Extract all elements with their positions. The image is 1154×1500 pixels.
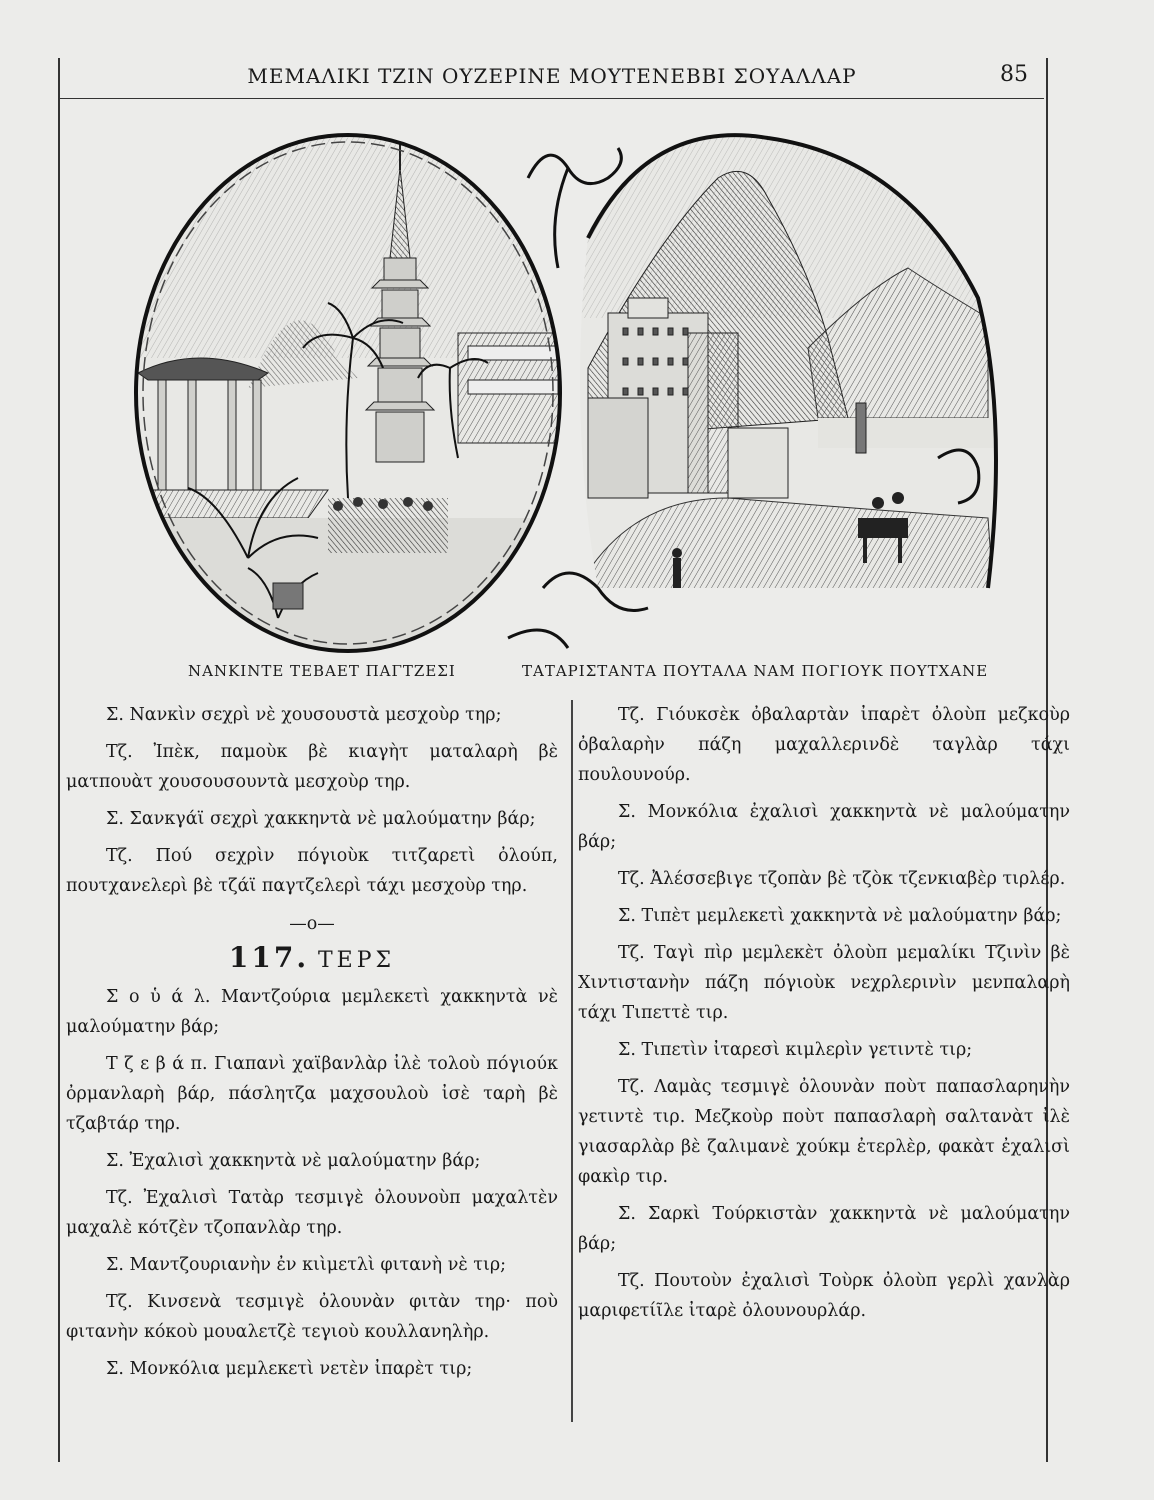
paragraph: Τζ. Ἐχαλισὶ Τατὰρ τεσμιγὲ ὀλουνοὺπ μαχαλτὲν μαχαλὲ κότζὲν τζοπανλὰρ τηρ. [66,1188,558,1238]
nanking-scene [128,118,568,658]
paragraph: Σ. Τιπετὶν ἰταρεσὶ κιμλερὶν γετιντὲ τιρ; [618,1040,973,1060]
paragraph: Σ. Σαρκὶ Τούρκιστὰν χακκηντὰ νὲ μαλούματην βάρ; [578,1204,1070,1254]
page-header [60,60,1044,99]
paragraph: Σ. Μονκόλια ἐχαλισὶ χακκηντὰ νὲ μαλούματην βάρ; [578,802,1070,852]
paragraph: Τζ. Ταγὶ πὶρ μεμλεκὲτ ὀλοὺπ μεμαλίκι Τζινὶν βὲ Χιντιστανὴν πάζη πόγιοὺκ νεχρλερινὶν μενπαλαρὴ τάχι Τιπεττὲ τιρ. [578,943,1070,1023]
potala-scene [568,118,998,658]
paragraph: Σ. Μονκόλια μεμλεκετὶ νετὲν ἰπαρὲτ τιρ; [106,1359,473,1379]
section-separator: —ο— [289,914,335,934]
paragraph: Σ. Σανκγάϊ σεχρὶ χακκηντὰ νὲ μαλούματην βάρ; [106,809,536,829]
paragraph: Τζ. Πού σεχρὶν πόγιοὺκ τιτζαρετὶ ὀλούπ, πουτχανελερὶ βὲ τζάϊ παγτζελερὶ τάχι μεσχοὺρ τηρ. [66,846,558,896]
paragraph: Σ. Νανκὶν σεχρὶ νὲ χουσουστὰ μεσχοὺρ τηρ; [106,705,502,725]
paragraph: Τζ. Ἀλέσσεβιγε τζοπὰν βὲ τζὸκ τζενκιαβὲρ τιρλέρ. [618,869,1066,889]
paragraph: Τζ. Γιόυκσὲκ ὀβαλαρτὰν ἰπαρὲτ ὀλοὺπ μεζκοὺρ ὀβαλαρὴν πάζη μαχαλλερινδὲ ταγλὰρ τάχι πουλουνούρ. [578,705,1070,785]
left-column [66,700,558,1391]
section-number: 117. [228,941,310,974]
paragraph: Σ. Ἐχαλισὶ χακκηντὰ νὲ μαλούματην βάρ; [106,1151,481,1171]
paragraph: Τζ. Ἰπὲκ, παμοὺκ βὲ κιαγὴτ ματαλαρὴ βὲ ματπουὰτ χουσουσουντὰ μεσχοὺρ τηρ. [66,742,558,792]
paragraph: Τζ. Λαμὰς τεσμιγὲ ὀλουνὰν ποὺτ παπασλαρηνὴν γετιντὲ τιρ. Μεζκοὺρ ποὺτ παπασλαρὴ σαλτανὰτ ἰλὲ γιασαρλὰρ βὲ ζαλιμανὲ χούκμ ἐτερλὲρ, φακὰτ ἐχαλισὶ φακὶρ τιρ. [578,1077,1070,1187]
caption-right: ΤΑΤΑΡΙΣΤΑΝΤΑ ΠΟΥΤΑΛΑ ΝΑΜ ΠΟΓΙΟΥΚ ΠΟΥΤΧΑΝΕ [522,662,989,680]
paragraph: Τ ζ ε β ά π. Γιαπανὶ χαϊβανλὰρ ἰλὲ τολοὺ πόγιούκ ὀρμανλαρὴ βάρ, πάσλητζα μαχσουλοὺ ἰσὲ ταρὴ βὲ τζαβτάρ τηρ. [66,1054,558,1134]
right-column [578,700,1070,1333]
caption-left: ΝΑΝΚΙΝΤΕ ΤΕΒΑΕΤ ΠΑΓΤΖΕΣΙ [188,662,456,680]
paragraph: Σ. Τιπὲτ μεμλεκετὶ χακκηντὰ νὲ μαλούματην βάρ; [618,906,1062,926]
paragraph: Τζ. Πουτοὺν ἐχαλισὶ Τοὺρκ ὀλοὺπ γερλὶ χανλὰρ μαριφετίῖλε ἰταρὲ ὀλουνουρλάρ. [578,1271,1070,1321]
column-divider [571,700,573,1422]
running-title: ΜΕΜΑΛΙΚΙ ΤΖΙΝ ΟΥΖΕΡΙΝΕ ΜΟΥΤΕΝΕΒΒΙ ΣΟΥΑΛΛΑΡ [247,64,857,88]
paragraph: Σ ο ὑ ά λ. Μαντζούρια μεμλεκετὶ χακκηντὰ νὲ μαλούματην βάρ; [66,987,558,1037]
paragraph: Τζ. Κινσενὰ τεσμιγὲ ὀλουνὰν φιτὰν τηρ· ποὺ φιτανὴν κόκοὺ μουαλετζὲ τεγιοὺ κουλλανηλὴρ. [66,1292,558,1342]
section-heading [66,943,558,976]
paragraph: Σ. Μαντζουριανὴν ἐν κιὶμετλὶ φιτανὴ νὲ τιρ; [106,1255,507,1275]
section-word: ΤΕΡΣ [318,948,396,973]
page-number: 85 [1000,62,1028,87]
procession-crowd [328,497,448,553]
engraving-illustration [128,118,998,658]
